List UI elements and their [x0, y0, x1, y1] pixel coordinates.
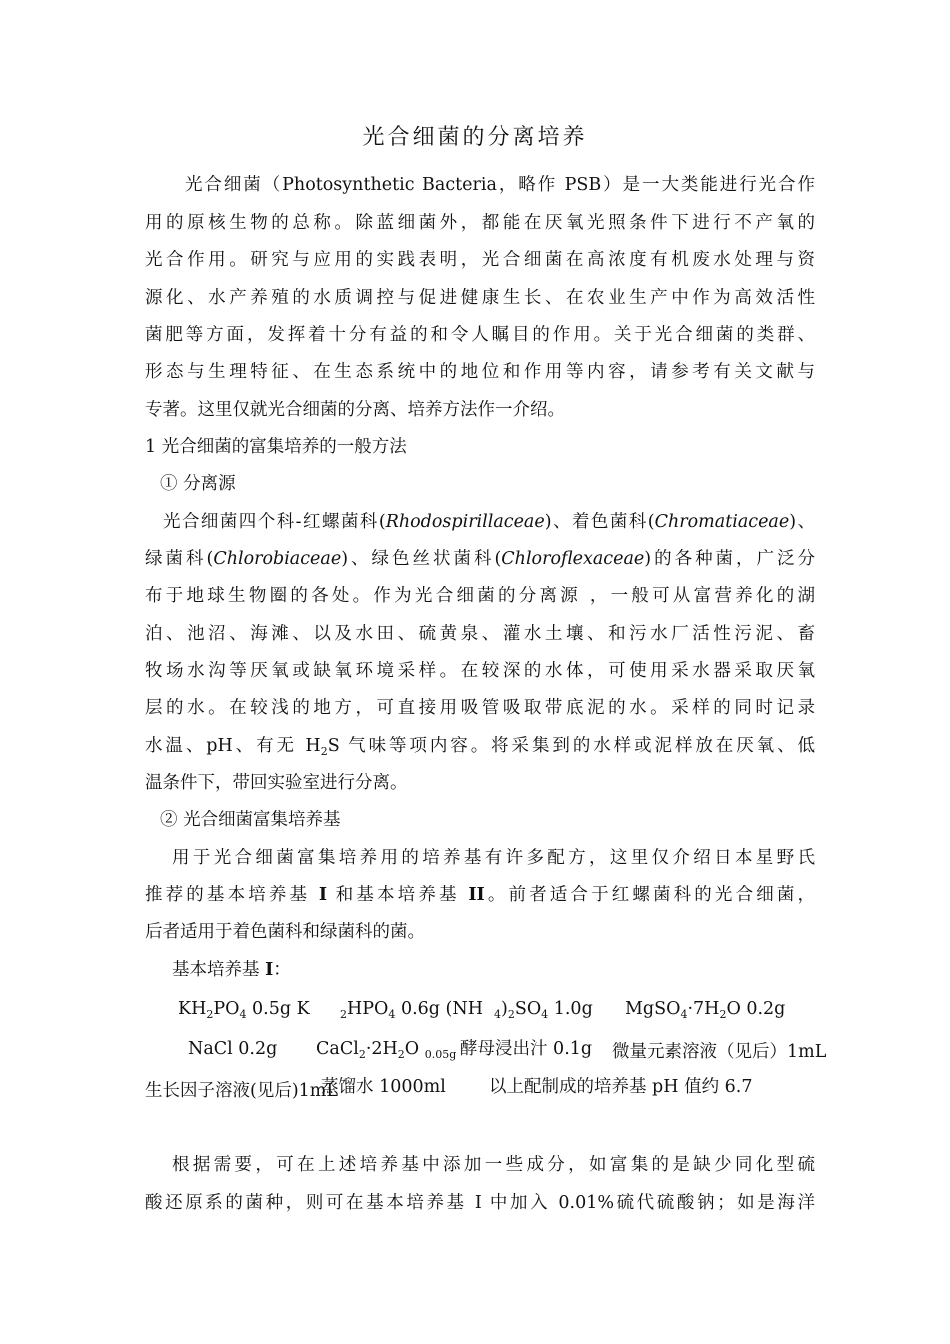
intro-line-1: 光合细菌（Photosynthetic Bacteria，略作 PSB）是一大类能进行光合作	[185, 175, 815, 195]
source-line-4: 泊、池沼、海滩、以及水田、硫黄泉、灌水土壤、和污水厂活性污泥、畜	[145, 624, 815, 644]
document-title: 光合细菌的分离培养	[362, 125, 588, 150]
source-line-8: 温条件下，带回实验室进行分离。	[145, 773, 408, 793]
formula-ph-note: 以上配制成的培养基 pH 值约 6.7	[489, 1077, 753, 1097]
formula-nacl: NaCl 0.2g	[188, 1039, 278, 1059]
source-line-7: 水温、pH、有无 $H_2S$ 气味等项内容。将采集到的水样或泥样放在厌氧、低	[145, 736, 815, 758]
formula-kh2po4: $KH_2PO_4$ 0.5g K	[178, 999, 310, 1021]
section-heading: 1 光合细菌的富集培养的一般方法	[145, 437, 407, 457]
subheading-medium: ② 光合细菌富集培养基	[160, 810, 341, 830]
source-line-5: 牧场水沟等厌氧或缺氧环境采样。在较深的水体，可使用采水器采取厌氧	[145, 661, 815, 681]
intro-line-7: 专著。这里仅就光合细菌的分离、培养方法作一介绍。	[145, 400, 565, 420]
enrich-line-1: 用于光合细菌富集培养用的培养基有许多配方，这里仅介绍日本星野氏	[172, 848, 815, 868]
source-line-2: 绿菌科(Chlorobiaceae)、绿色丝状菌科(Chloroflexaceae)的各种菌，广泛分	[145, 549, 816, 569]
source-line-3: 布于地球生物圈的各处。作为光合细菌的分离源 ，一般可从富营养化的湖	[145, 586, 815, 606]
enrich-line-3: 后者适用于着色菌科和绿菌科的菌。	[145, 922, 425, 942]
source-line-1: 光合细菌四个科-红螺菌科(Rhodospirillaceae)、着色菌科(Chromatiaceae)、	[163, 512, 815, 532]
formula-growth-factor: 生长因子溶液(见后)1mL	[145, 1081, 339, 1101]
formula-yeast-extract: 酵母浸出汁 0.1g	[460, 1039, 593, 1059]
intro-line-6: 形态与生理特征、在生态系统中的地位和作用等内容，请参考有关文献与	[145, 362, 815, 382]
subheading-source: ① 分离源	[160, 474, 236, 494]
medium-label: 基本培养基 I：	[172, 960, 291, 980]
enrich-line-2: 推荐的基本培养基 I 和基本培养基 II。前者适合于红螺菌科的光合细菌，	[145, 885, 815, 905]
formula-mgso4: $MgSO_4\cdot 7H_2O$ 0.2g	[625, 999, 786, 1021]
intro-line-4: 源化、水产养殖的水质调控与促进健康生长、在农业生产中作为高效活性	[145, 288, 815, 308]
source-line-6: 层的水。在较浅的地方，可直接用吸管吸取带底泥的水。采样的同时记录	[145, 698, 815, 718]
formula-nh4so4: $_4)_2SO_4$ 1.0g	[494, 999, 593, 1021]
intro-line-3: 光合作用。研究与应用的实践表明，光合细菌在高浓度有机废水处理与资	[145, 250, 815, 270]
final-line-1: 根据需要，可在上述培养基中添加一些成分，如富集的是缺少同化型硫	[172, 1155, 815, 1175]
formula-k2hpo4: $_2HPO_4$ 0.6g (NH	[340, 999, 483, 1021]
formula-trace-elements: 微量元素溶液（见后）1mL	[612, 1042, 827, 1062]
formula-cacl2: $CaCl_2\cdot 2H_2O$ $_{0.05g}$	[316, 1039, 457, 1061]
final-line-2: 酸还原系的菌种，则可在基本培养基 I 中加入 0.01%硫代硫酸钠；如是海洋	[145, 1193, 815, 1213]
intro-line-5: 菌肥等方面，发挥着十分有益的和令人瞩目的作用。关于光合细菌的类群、	[145, 325, 815, 345]
intro-line-2: 用的原核生物的总称。除蓝细菌外，都能在厌氧光照条件下进行不产氧的	[145, 213, 815, 233]
formula-distilled-water: 蒸馏水 1000ml	[321, 1077, 446, 1097]
